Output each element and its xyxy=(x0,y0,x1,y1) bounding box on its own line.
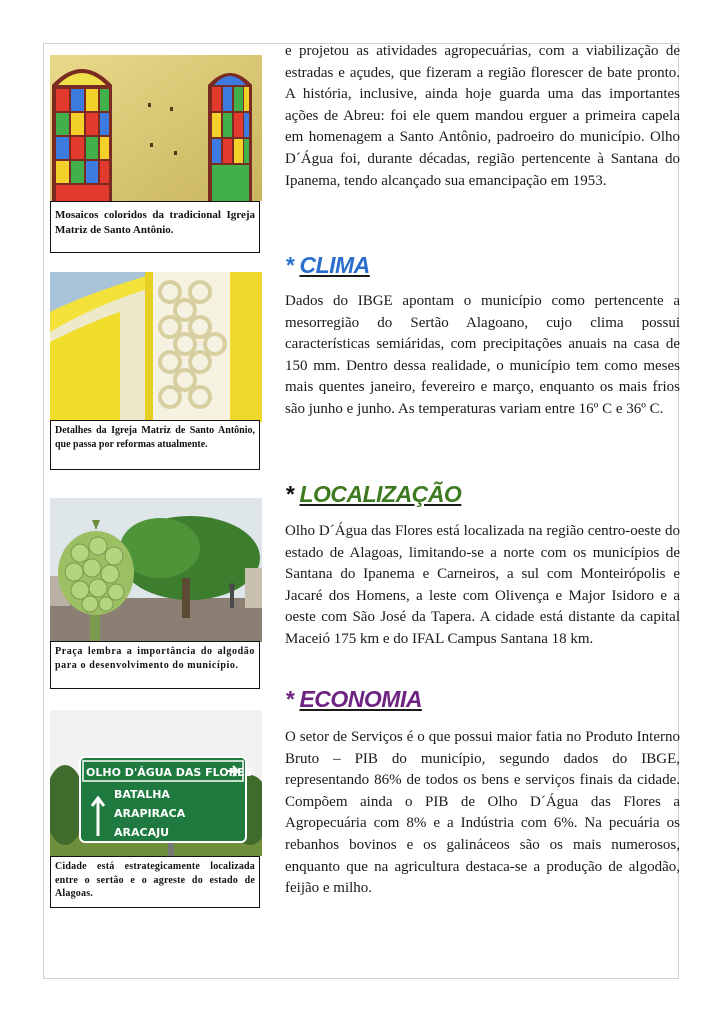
road-sign xyxy=(80,757,253,842)
sign-destination: ARAPIRACA xyxy=(114,807,186,820)
localizacao-paragraph: Olho D´Água das Flores está localizada na região centro-oeste do estado de Alagoas, limitando-se a norte com os municípios de Santana do Ipanema e Carneiros, a sul com Monteirópolis e Jacaré dos Homens, a leste com Olivença e Major Isidoro e a oeste com São José da Tapera. A cidade está distante da capital Maceió 175 km e do IFAL Campus Santana 18 km. xyxy=(285,523,680,647)
sign-header: OLHO D'ÁGUA DAS FLORES xyxy=(86,766,253,779)
economia-paragraph: O setor de Serviços é o que possui maior fatia no Produto Interno Bruto – PIB do município, segundo dados do IBGE, representando 86% de todos os bens e serviços finais da cidade. Compõem ainda o PIB de Olho D´Água das Flores a Agropecuária com 8% e a Indústria com 6%. Na pecuária os rebanhos bovinos e os galináceos são os mais numerosos, enquanto que na agricultura destaca-se a produção de algodão, feijão e milho. xyxy=(285,729,680,897)
caption-church-detail: Detalhes da Igreja Matriz de Santo Antônio, que passa por reformas atualmente. xyxy=(50,420,260,470)
heading-clima xyxy=(285,252,370,279)
plaza-image xyxy=(50,498,262,642)
sign-destination: BATALHA xyxy=(114,788,170,801)
heading-economia-text: ECONOMIA xyxy=(299,686,422,712)
heading-economia xyxy=(285,686,422,713)
photo-stained-glass xyxy=(50,55,262,201)
photo-plaza-cotton xyxy=(50,498,262,642)
caption-stained-glass: Mosaicos coloridos da tradicional Igreja Matriz de Santo Antônio. xyxy=(50,201,260,253)
heading-localizacao-text: LOCALIZAÇÃO xyxy=(299,481,462,507)
heading-clima-text: CLIMA xyxy=(299,252,370,278)
caption-plaza-cotton: Praça lembra a importância do algodão para o desenvolvimento do município. xyxy=(50,641,260,689)
sign-destination: ARACAJU xyxy=(114,826,170,839)
clima-paragraph: Dados do IBGE apontam o município como pertencente a mesorregião do Sertão Alagoano, cujo clima possui características semiáridas, com precipitações anuais na casa de 150 mm. Dentro dessa realidade, o município tem como meses mais quentes janeiro, fevereiro e março, enquanto os mais frios são junho e junho. As temperaturas variam entre 16º C e 36º C. xyxy=(285,293,680,417)
photo-church-detail xyxy=(50,272,262,422)
heading-star: * xyxy=(285,481,294,507)
intro-paragraph: e projetou as atividades agropecuárias, com a viabilização de estradas e açudes, que fizeram a região florescer de bate pronto. A história, inclusive, ainda hoje guarda uma das importantes ações de Abreu: foi ele quem mandou erguer a primeira capela em homenagem a Santo Antônio, padroeiro do município. Olho D´Água foi, durante décadas, região pertencente à Santana do Ipanema, tendo alcançado sua emancipação em 1953. xyxy=(285,43,680,189)
church-detail-image xyxy=(50,272,262,422)
stained-glass-image xyxy=(50,55,262,201)
heading-localizacao xyxy=(285,481,461,508)
heading-star: * xyxy=(285,252,294,278)
caption-road-sign: Cidade está estrategicamente localizada entre o sertão e o agreste do estado de Alagoas. xyxy=(50,856,260,908)
road-sign-image xyxy=(50,710,262,856)
heading-star: * xyxy=(285,686,294,712)
photo-road-sign xyxy=(50,710,262,856)
